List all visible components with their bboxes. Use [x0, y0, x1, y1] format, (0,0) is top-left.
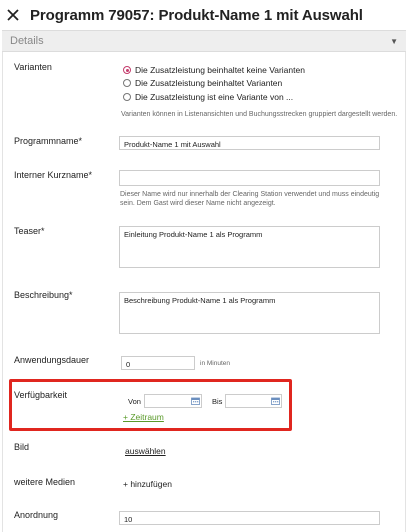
chevron-down-icon[interactable]: ▼ [390, 36, 398, 46]
teaser-label: Teaser* [14, 226, 45, 236]
variant-option-none[interactable] [123, 65, 305, 75]
page-title: Programm 79057: Produkt-Name 1 mit Auswahl [30, 6, 363, 24]
internal-short-name-label: Interner Kurzname* [14, 170, 93, 180]
teaser-textarea[interactable]: Einleitung Produkt-Name 1 als Programm [119, 226, 380, 268]
internal-short-name-input[interactable] [119, 170, 380, 186]
variant-option-label: Die Zusatzleistung beinhaltet Varianten [135, 78, 283, 88]
select-image-link[interactable]: auswählen [125, 446, 166, 456]
variants-label: Varianten [14, 62, 52, 72]
variant-option-is-variant[interactable] [123, 92, 293, 102]
variant-option-label: Die Zusatzleistung beinhaltet keine Varianten [135, 65, 305, 75]
add-period-link[interactable]: + Zeitraum [123, 412, 164, 422]
to-label: Bis [212, 397, 223, 406]
section-title: Details [10, 35, 44, 47]
details-section-header[interactable] [2, 30, 406, 52]
duration-label: Anwendungsdauer [14, 355, 90, 365]
variant-option-has-variants[interactable] [123, 78, 282, 88]
order-label: Anordnung [14, 510, 59, 520]
variants-hint: Varianten können in Listenansichten und Buchungsstrecken gruppiert dargestellt werden. [121, 111, 398, 118]
program-name-label: Programmname* [14, 136, 83, 146]
duration-input[interactable]: 0 [121, 356, 195, 370]
radio-unselected[interactable] [123, 93, 131, 101]
description-label: Beschreibung* [14, 290, 73, 300]
order-input[interactable]: 10 [119, 511, 380, 525]
program-name-input[interactable]: Produkt-Name 1 mit Auswahl [119, 136, 380, 150]
availability-label: Verfügbarkeit [14, 390, 68, 400]
dialog-header [0, 0, 410, 30]
details-panel [2, 52, 406, 532]
duration-unit: in Minuten [200, 360, 230, 367]
internal-short-name-hint: Dieser Name wird nur innerhalb der Clearing Station verwendet und muss eindeutig sein. Dem Gast wird dieser Name nicht angezeigt. [120, 191, 380, 207]
radio-unselected[interactable] [123, 79, 131, 87]
add-media-button[interactable]: + hinzufügen [123, 479, 172, 489]
image-label: Bild [14, 442, 30, 452]
variant-option-label: Die Zusatzleistung ist eine Variante von ... [135, 92, 294, 102]
calendar-icon[interactable] [271, 397, 280, 405]
radio-selected[interactable] [123, 66, 131, 74]
description-textarea[interactable]: Beschreibung Produkt-Name 1 als Programm [119, 292, 380, 334]
close-icon[interactable] [6, 8, 20, 22]
calendar-icon[interactable] [191, 397, 200, 405]
from-label: Von [128, 397, 141, 406]
more-media-label: weitere Medien [14, 477, 76, 487]
